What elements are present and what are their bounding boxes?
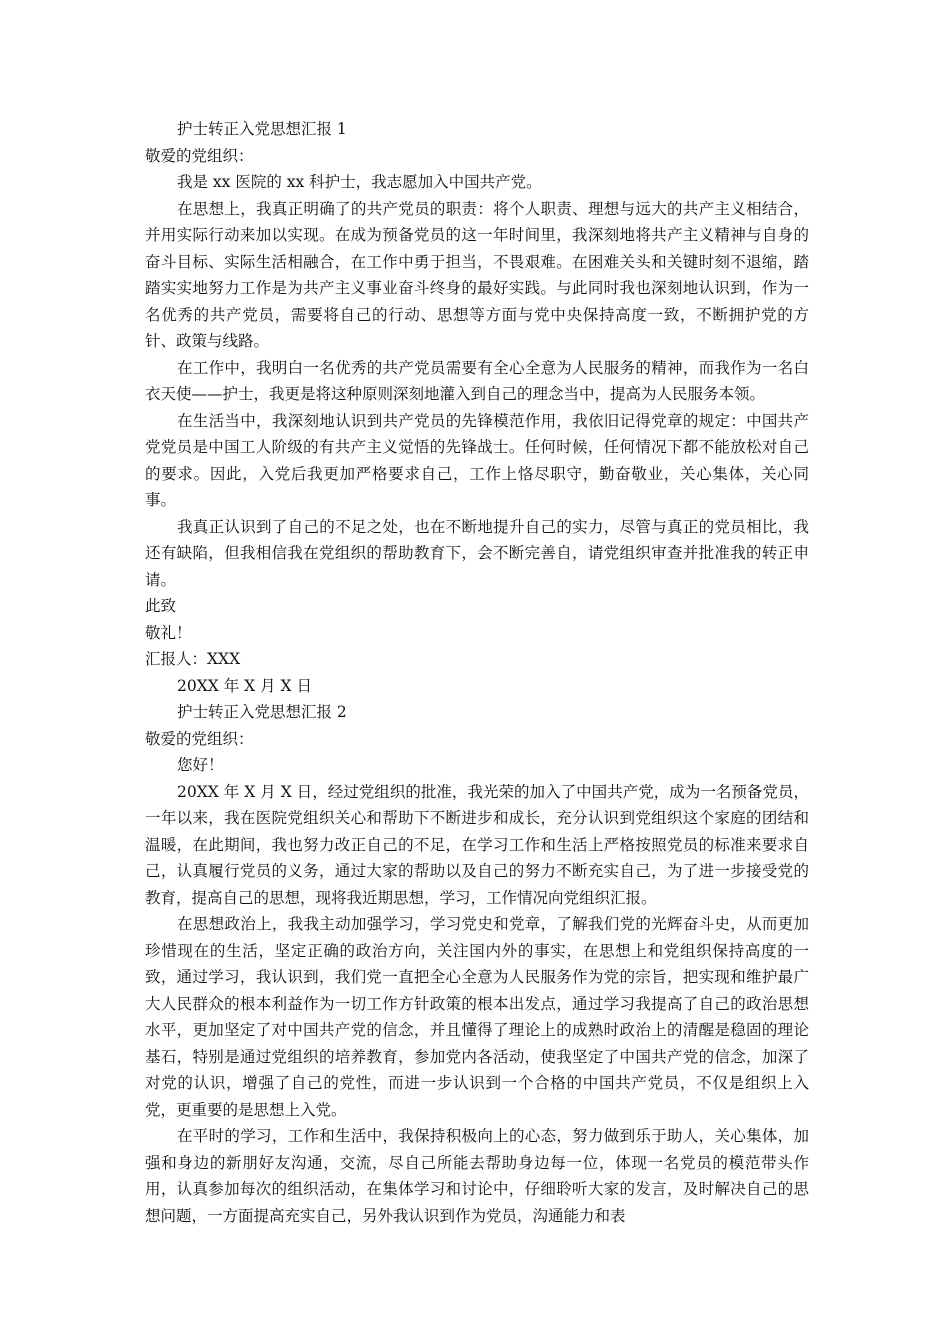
report-1-closing-2: 敬礼！ <box>145 623 192 642</box>
report-1-reporter: 汇报人：XXX <box>145 650 241 668</box>
report-2-title: 护士转正入党思想汇报 2 <box>177 703 347 721</box>
report-1-intro: 我是 xx 医院的 xx 科护士，我志愿加入中国共产党。 <box>177 173 542 191</box>
report-2-paragraph: 20XX 年 X 月 X 日，经过党组织的批准，我光荣的加入了中国共产党，成为一名预备党员，一年以来，我在医院党组织关心和帮助下不断进步和成长，充分认识到党组织这个家庭的团结和温暖，在此期间，我也努力改正自己的不足，在学习工作和生活上严格按照党员的标准来要求自己，认真履行党员的义务，通过大家的帮助以及自己的努力不断充实自己，为了进一步接受党的教育，提高自己的思想，现将我近期思想，学习，工作情况向党组织汇报。 <box>145 782 809 907</box>
report-2-paragraph: 在思想政治上，我我主动加强学习，学习党史和党章，了解我们党的光辉奋斗史，从而更加珍惜现在的生活，坚定正确的政治方向，关注国内外的事实，在思想上和党组织保持高度的一致，通过学习，我认识到，我们党一直把全心全意为人民服务作为党的宗旨，把实现和维护最广大人民群众的根本利益作为一切工作方针政策的根本出发点，通过学习我提高了自己的政治思想水平，更加坚定了对中国共产党的信念，并且懂得了理论上的成熟时政治上的清醒是稳固的理论基石，特别是通过党组织的培养教育，参加党内各活动，使我坚定了中国共产党的信念，加深了对党的认识，增强了自己的党性，而进一步认识到一个合格的中国共产党员，不仅是组织上入党，更重要的是思想上入党。 <box>145 915 809 1119</box>
report-2-salutation: 敬爱的党组织： <box>145 729 254 748</box>
report-1-date: 20XX 年 X 月 X 日 <box>177 676 312 695</box>
report-1-paragraph: 在工作中，我明白一名优秀的共产党员需要有全心全意为人民服务的精神，而我作为一名白衣天使——护士，我更是将这种原则深刻地灌入到自己的理念当中，提高为人民服务本领。 <box>145 358 809 403</box>
report-1-paragraph: 我真正认识到了自己的不足之处，也在不断地提升自己的实力，尽管与真正的党员相比，我还有缺陷，但我相信我在党组织的帮助教育下，会不断完善自，请党组织审查并批准我的转正申请。 <box>145 517 809 589</box>
report-1-paragraph: 在思想上，我真正明确了的共产党员的职责：将个人职责、理想与远大的共产主义相结合，并用实际行动来加以实现。在成为预备党员的这一年时间里，我深刻地将共产主义精神与自身的奋斗目标、实际生活相融合，在工作中勇于担当，不畏艰难。在困难关头和关键时刻不退缩，踏踏实实地努力工作是为共产主义事业奋斗终身的最好实践。与此同时我也深刻地认识到，作为一名优秀的共产党员，需要将自己的行动、思想等方面与党中央保持高度一致，不断拥护党的方针、政策与线路。 <box>145 199 809 350</box>
report-1-title: 护士转正入党思想汇报 1 <box>177 120 347 138</box>
document-body <box>145 116 809 1229</box>
report-1-salutation: 敬爱的党组织： <box>145 146 254 165</box>
report-2-paragraph: 在平时的学习，工作和生活中，我保持积极向上的心态，努力做到乐于助人，关心集体，加强和身边的新朋好友沟通，交流，尽自己所能去帮助身边每一位，体现一名党员的模范带头作用，认真参加每次的组织活动，在集体学习和讨论中，仔细聆听大家的发言，及时解决自己的思想问题，一方面提高充实自己，另外我认识到作为党员，沟通能力和表 <box>145 1127 809 1225</box>
report-1-closing-1: 此致 <box>145 597 177 615</box>
report-2-greeting: 您好！ <box>177 756 224 774</box>
report-1-paragraph: 在生活当中，我深刻地认识到共产党员的先锋模范作用，我依旧记得党章的规定：中国共产党党员是中国工人阶级的有共产主义觉悟的先锋战士。任何时候，任何情况下都不能放松对自己的要求。因此，入党后我更加严格要求自己，工作上恪尽职守，勤奋敬业，关心集体，关心同事。 <box>145 411 809 509</box>
